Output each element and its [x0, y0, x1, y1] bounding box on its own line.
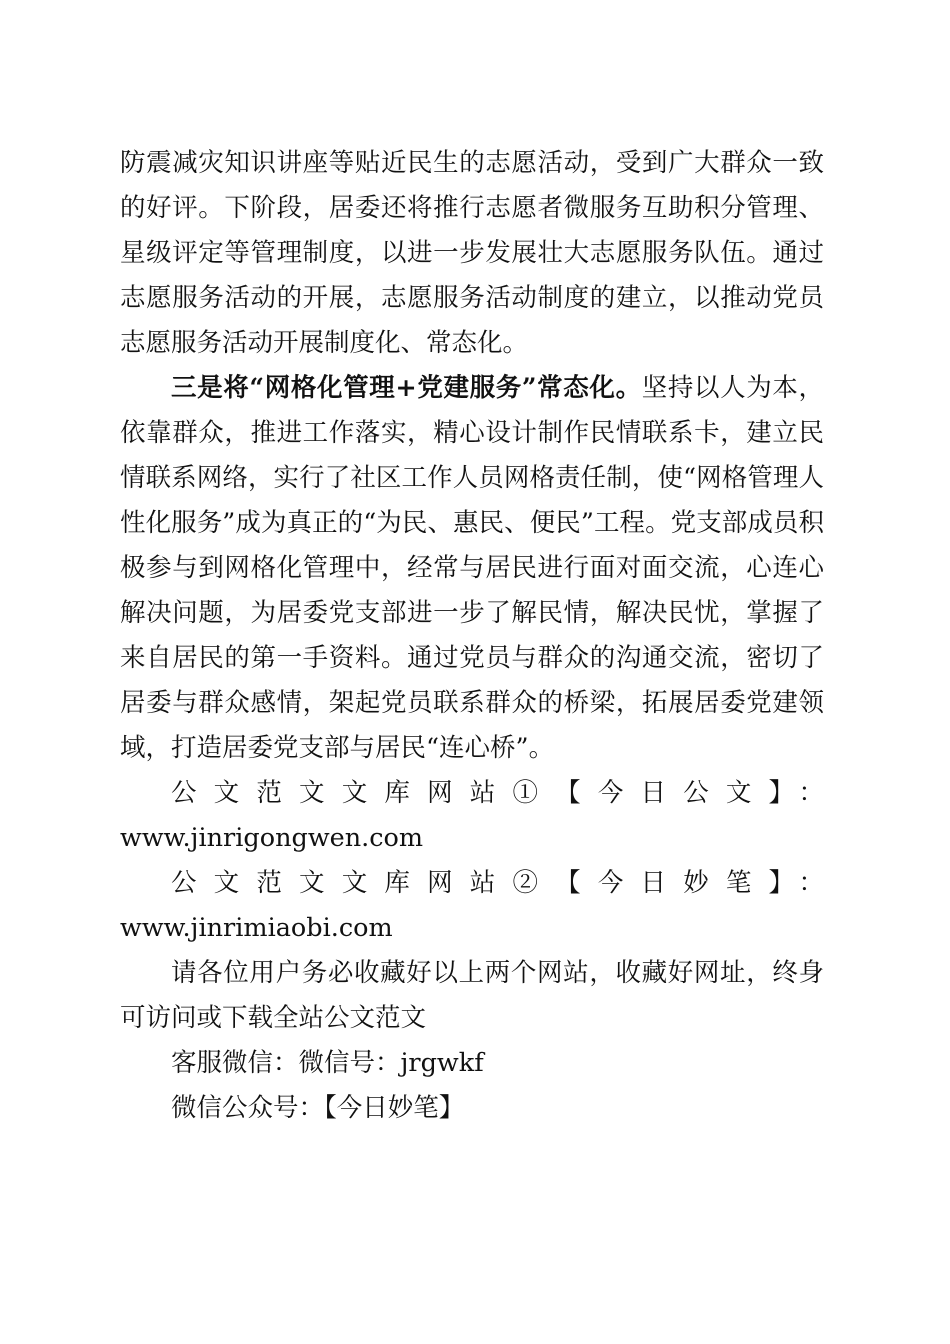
service-wechat: 客服微信：微信号：jrgwkf — [171, 1048, 484, 1078]
site2-line[interactable]: 公文范文文库网站②【今日妙笔】：www.jinrimiaobi.com — [120, 868, 824, 943]
bookmark-notice: 请各位用户务必收藏好以上两个网站，收藏好网址，终身可访问或下载全站公文范文 — [120, 958, 824, 1033]
site1-url[interactable]: www.jinrigongwen.com — [120, 823, 424, 853]
public-account: 微信公众号：【今日妙笔】 — [171, 1093, 465, 1123]
body-paragraph-2 — [120, 366, 824, 771]
body-paragraph-1: 防震减灾知识讲座等贴近民生的志愿活动，受到广大群众一致的好评。下阶段，居委还将推行志愿者微服务互助积分管理、星级评定等管理制度，以进一步发展壮大志愿服务队伍。通过志愿服务活动的开展，志愿服务活动制度的建立，以推动党员志愿服务活动开展制度化、常态化。 — [120, 148, 824, 358]
paragraph-body-text: 坚持以人为本，依靠群众，推进工作落实，精心设计制作民情联系卡，建立民情联系网络，实行了社区工作人员网格责任制，使“网格管理人性化服务”成为真正的“为民、惠民、便民”工程。党支部成员积极参与到网格化管理中，经常与居民进行面对面交流，心连心解决问题，为居委党支部进一步了解民情，解决民忧，掌握了来自居民的第一手资料。通过党员与群众的沟通交流，密切了居委与群众感情，架起党员联系群众的桥梁，拓展居委党建领域，打造居委党支部与居民“连心桥”。 — [120, 373, 824, 763]
document-page — [120, 141, 824, 1131]
site1-label: 公文范文文库网站①【今日公文】： — [171, 778, 824, 808]
paragraph-lead-heading: 三是将“网格化管理+党建服务”常态化。 — [171, 373, 642, 403]
